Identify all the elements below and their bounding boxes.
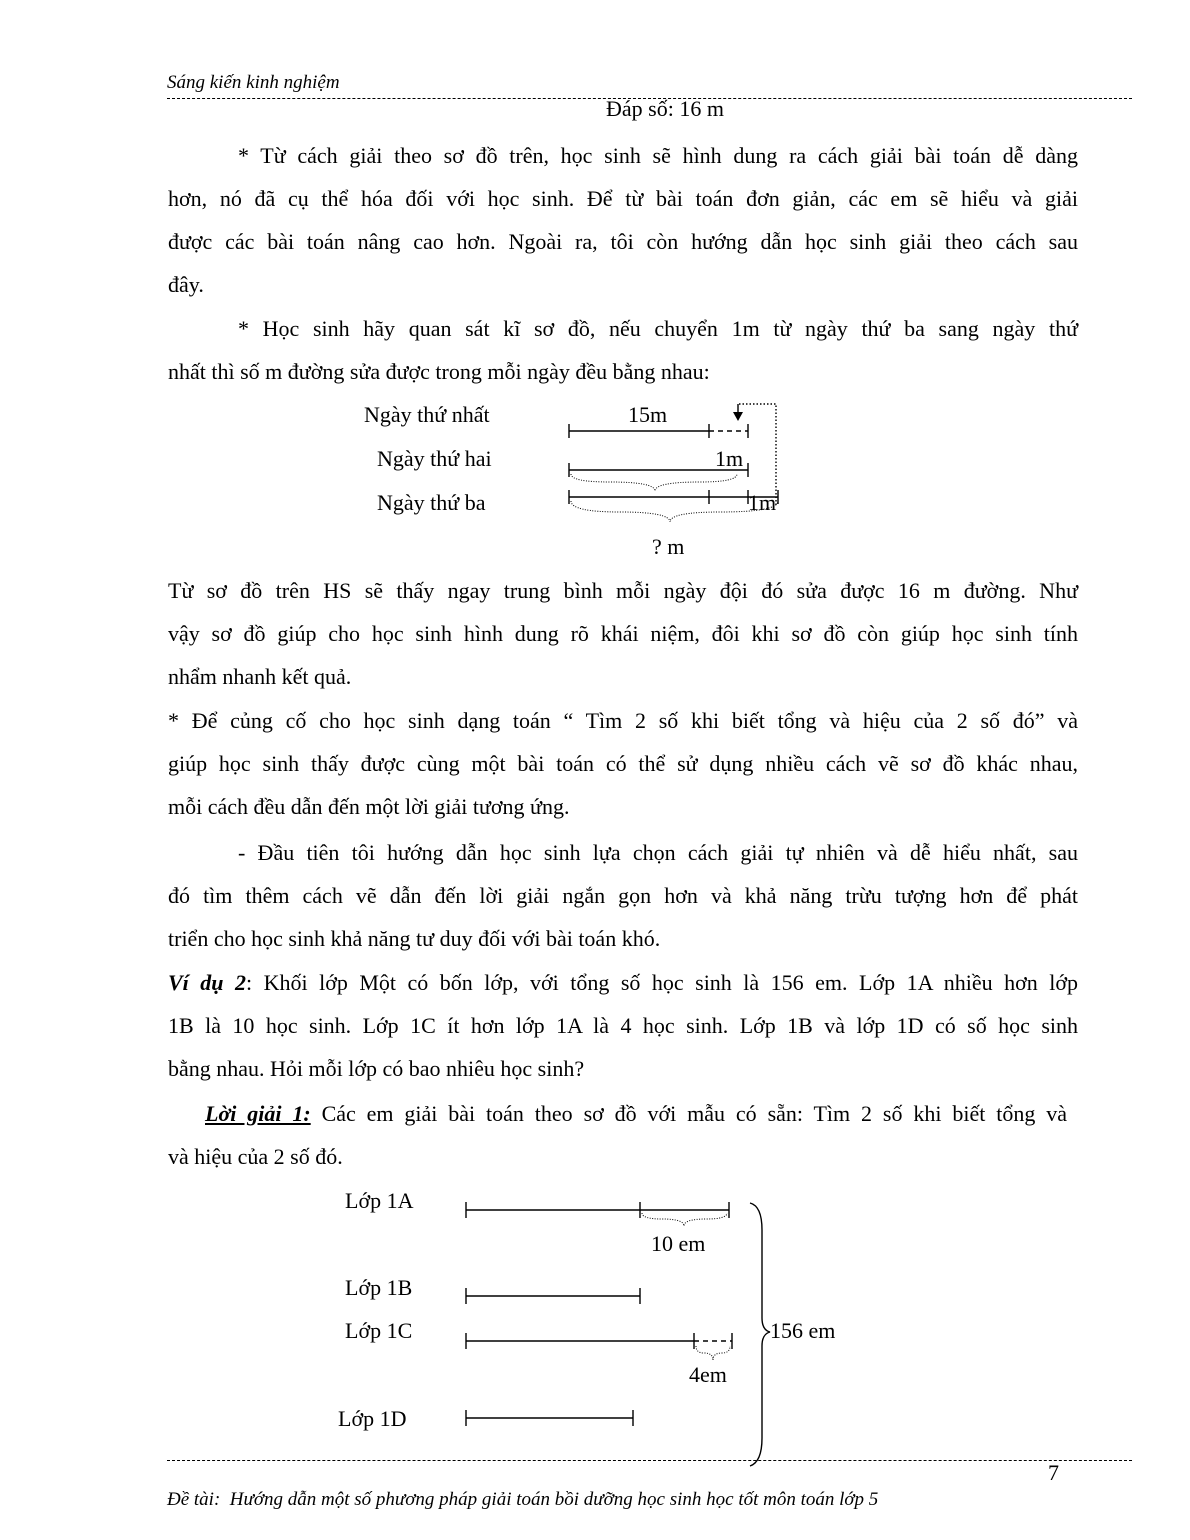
class-1a-brace (642, 1213, 727, 1226)
solution1-label: Lời giải 1: (205, 1101, 311, 1126)
para2-line-1: * Học sinh hãy quan sát kĩ sơ đồ, nếu chuyển 1m từ ngày thứ ba sang ngày thứ (238, 316, 1078, 341)
seg-1m-label-b: 1m (748, 490, 777, 515)
seg-1m-label-a: 1m (715, 446, 744, 471)
example2-line-1-text: : Khối lớp Một có bốn lớp, với tổng số học sinh là 156 em. Lớp 1A nhiều hơn lớp (246, 970, 1078, 995)
question-label: ? m (652, 534, 685, 559)
day3-label: Ngày thứ ba (377, 490, 486, 515)
para2-line-2: nhất thì số m đường sửa được trong mỗi ngày đều bằng nhau: (168, 359, 710, 384)
header-title: Sáng kiến kinh nghiệm (167, 72, 340, 93)
diff-4-label: 4em (689, 1362, 727, 1387)
class-1c-brace (696, 1346, 730, 1360)
para4-line-2: giúp học sinh thấy được cùng một bài toán có thể sử dụng nhiều cách vẽ sơ đồ khác nhau, (168, 751, 1078, 776)
footer-topic-label: Đề tài: (167, 1489, 221, 1510)
class-1c-label: Lớp 1C (345, 1318, 413, 1343)
para1-line-3: được các bài toán nâng cao hơn. Ngoài ra, tôi còn hướng dẫn học sinh giải theo cách sau (168, 229, 1078, 254)
answer-line: Đáp số: 16 m (606, 96, 724, 121)
example2-label: Ví dụ 2 (168, 970, 247, 995)
para1-line-2: hơn, nó đã cụ thể hóa đối với học sinh. Để từ bài toán đơn giản, các em sẽ hiểu và giải (168, 186, 1078, 211)
para3-line-2: vậy sơ đồ giúp cho học sinh hình dung rõ khái niệm, đôi khi sơ đồ còn giúp học sinh tính (168, 621, 1078, 646)
para5-line-2: đó tìm thêm cách vẽ dẫn đến lời giải ngắn gọn hơn và khả năng trừu tượng hơn để phát (168, 883, 1078, 908)
footer-topic-text: Hướng dẫn một số phương pháp giải toán bồi dưỡng học sinh học tốt môn toán lớp 5 (229, 1489, 879, 1510)
para5-line-1: - Đầu tiên tôi hướng dẫn học sinh lựa chọn cách giải tự nhiên và dễ hiểu nhất, sau (238, 840, 1078, 865)
class-1d-label: Lớp 1D (338, 1406, 407, 1431)
para1-line-4: đây. (168, 272, 204, 297)
seg-15m-label: 15m (628, 402, 668, 427)
example2-line-2: 1B là 10 học sinh. Lớp 1C ít hơn lớp 1A là 4 học sinh. Lớp 1B và lớp 1D có số học sinh (168, 1013, 1078, 1038)
example2-line-3: bằng nhau. Hỏi mỗi lớp có bao nhiêu học sinh? (168, 1056, 585, 1081)
para3-line-1: Từ sơ đồ trên HS sẽ thấy ngay trung bình mỗi ngày đội đó sửa được 16 m đường. Như (168, 578, 1078, 603)
para4-line-3: mỗi cách đều dẫn đến một lời giải tương ứng. (168, 794, 570, 819)
para3-line-3: nhẩm nhanh kết quả. (168, 664, 352, 689)
day1-label: Ngày thứ nhất (364, 402, 490, 427)
class-1b-label: Lớp 1B (345, 1275, 413, 1300)
para4-line-1: * Để củng cố cho học sinh dạng toán “ Tìm 2 số khi biết tổng và hiệu của 2 số đó” và (168, 708, 1078, 733)
day2-label: Ngày thứ hai (377, 446, 492, 471)
total-brace-right (750, 1203, 770, 1466)
solution1-line-1-text: Các em giải bài toán theo sơ đồ với mẫu có sẵn: Tìm 2 số khi biết tổng và (310, 1101, 1067, 1126)
total-label: 156 em (770, 1318, 836, 1343)
para1-line-1: * Từ cách giải theo sơ đồ trên, học sinh sẽ hình dung ra cách giải bài toán dễ dàng (238, 143, 1078, 168)
diff-10-label: 10 em (651, 1231, 706, 1256)
solution1-line-2: và hiệu của 2 số đó. (168, 1144, 343, 1169)
para5-line-3: triển cho học sinh khả năng tư duy đối với bài toán khó. (168, 926, 661, 951)
page-number: 7 (1048, 1460, 1059, 1485)
class-1a-label: Lớp 1A (345, 1188, 414, 1213)
footer-topic (167, 1489, 878, 1511)
footer-divider (167, 1460, 1132, 1461)
